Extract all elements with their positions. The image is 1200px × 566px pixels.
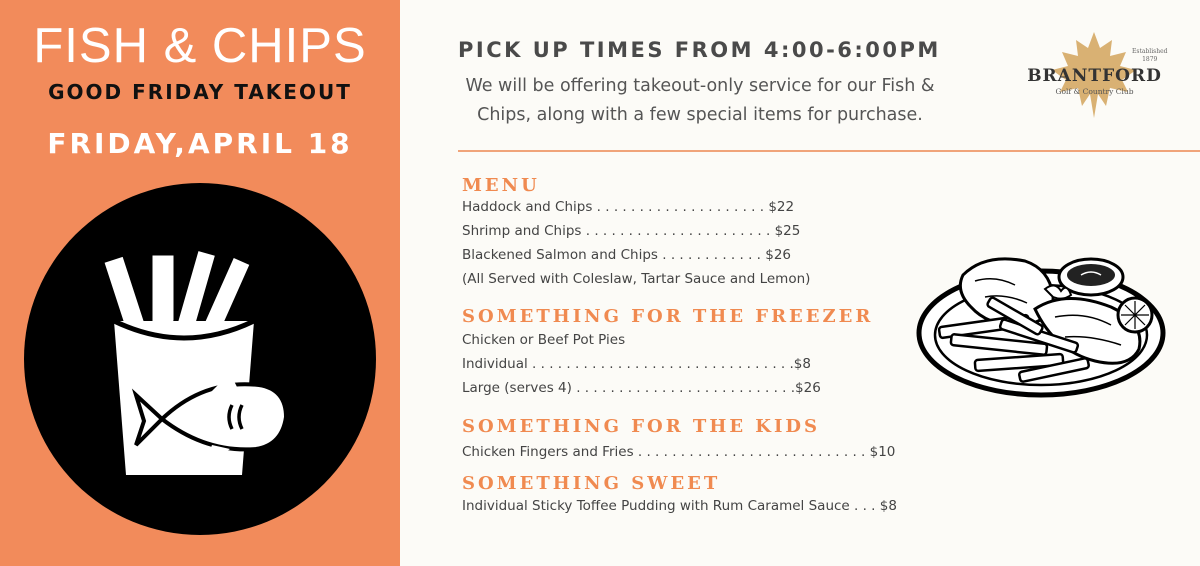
left-panel xyxy=(0,0,400,566)
logo-est-line: Established xyxy=(1132,48,1168,55)
intro-text xyxy=(455,72,945,130)
event-date: FRIDAY,APRIL 18 xyxy=(47,127,353,160)
logo-est-line: 1879 xyxy=(1142,56,1158,63)
menu-item: Blackened Salmon and Chips . . . . . . . . . . . . $26 xyxy=(462,247,791,263)
divider xyxy=(458,150,1200,152)
event-subtitle: GOOD FRIDAY TAKEOUT xyxy=(48,80,352,104)
intro-line: Chips, along with a few special items for purchase. xyxy=(477,105,923,125)
logo-established xyxy=(1132,48,1167,64)
freezer-item: Individual . . . . . . . . . . . . . . . . . . . . . . . . . . . . . . .$8 xyxy=(462,356,811,372)
freezer-heading: SOMETHING FOR THE FREEZER xyxy=(462,306,874,327)
kids-item: Chicken Fingers and Fries . . . . . . . . . . . . . . . . . . . . . . . . . . . $10 xyxy=(462,444,896,460)
freezer-item: Large (serves 4) . . . . . . . . . . . . . . . . . . . . . . . . . .$26 xyxy=(462,380,821,396)
kids-heading: SOMETHING FOR THE KIDS xyxy=(462,416,820,437)
logo-subname: Golf & Country Club xyxy=(1055,87,1134,96)
fries-and-fish-icon xyxy=(24,183,376,535)
menu-item: Haddock and Chips . . . . . . . . . . . . . . . . . . . . $22 xyxy=(462,199,795,215)
freezer-item: Chicken or Beef Pot Pies xyxy=(462,332,626,348)
menu-item: Shrimp and Chips . . . . . . . . . . . . . . . . . . . . . . $25 xyxy=(462,223,801,239)
intro-line: We will be offering takeout-only service for our Fish & xyxy=(465,76,935,96)
fish-and-chips-plate-icon xyxy=(915,245,1167,405)
pickup-times: PICK UP TIMES FROM 4:00-6:00PM xyxy=(458,38,941,62)
right-panel xyxy=(400,0,1200,566)
sweet-item: Individual Sticky Toffee Pudding with Rum Caramel Sauce . . . $8 xyxy=(462,498,897,514)
club-logo xyxy=(1012,30,1177,120)
sweet-heading: SOMETHING SWEET xyxy=(462,473,721,494)
page-title: FISH & CHIPS xyxy=(33,19,367,73)
menu-note: (All Served with Coleslaw, Tartar Sauce and Lemon) xyxy=(462,271,811,287)
logo-name: BRANTFORD xyxy=(1027,66,1162,86)
menu-heading: MENU xyxy=(462,175,540,196)
